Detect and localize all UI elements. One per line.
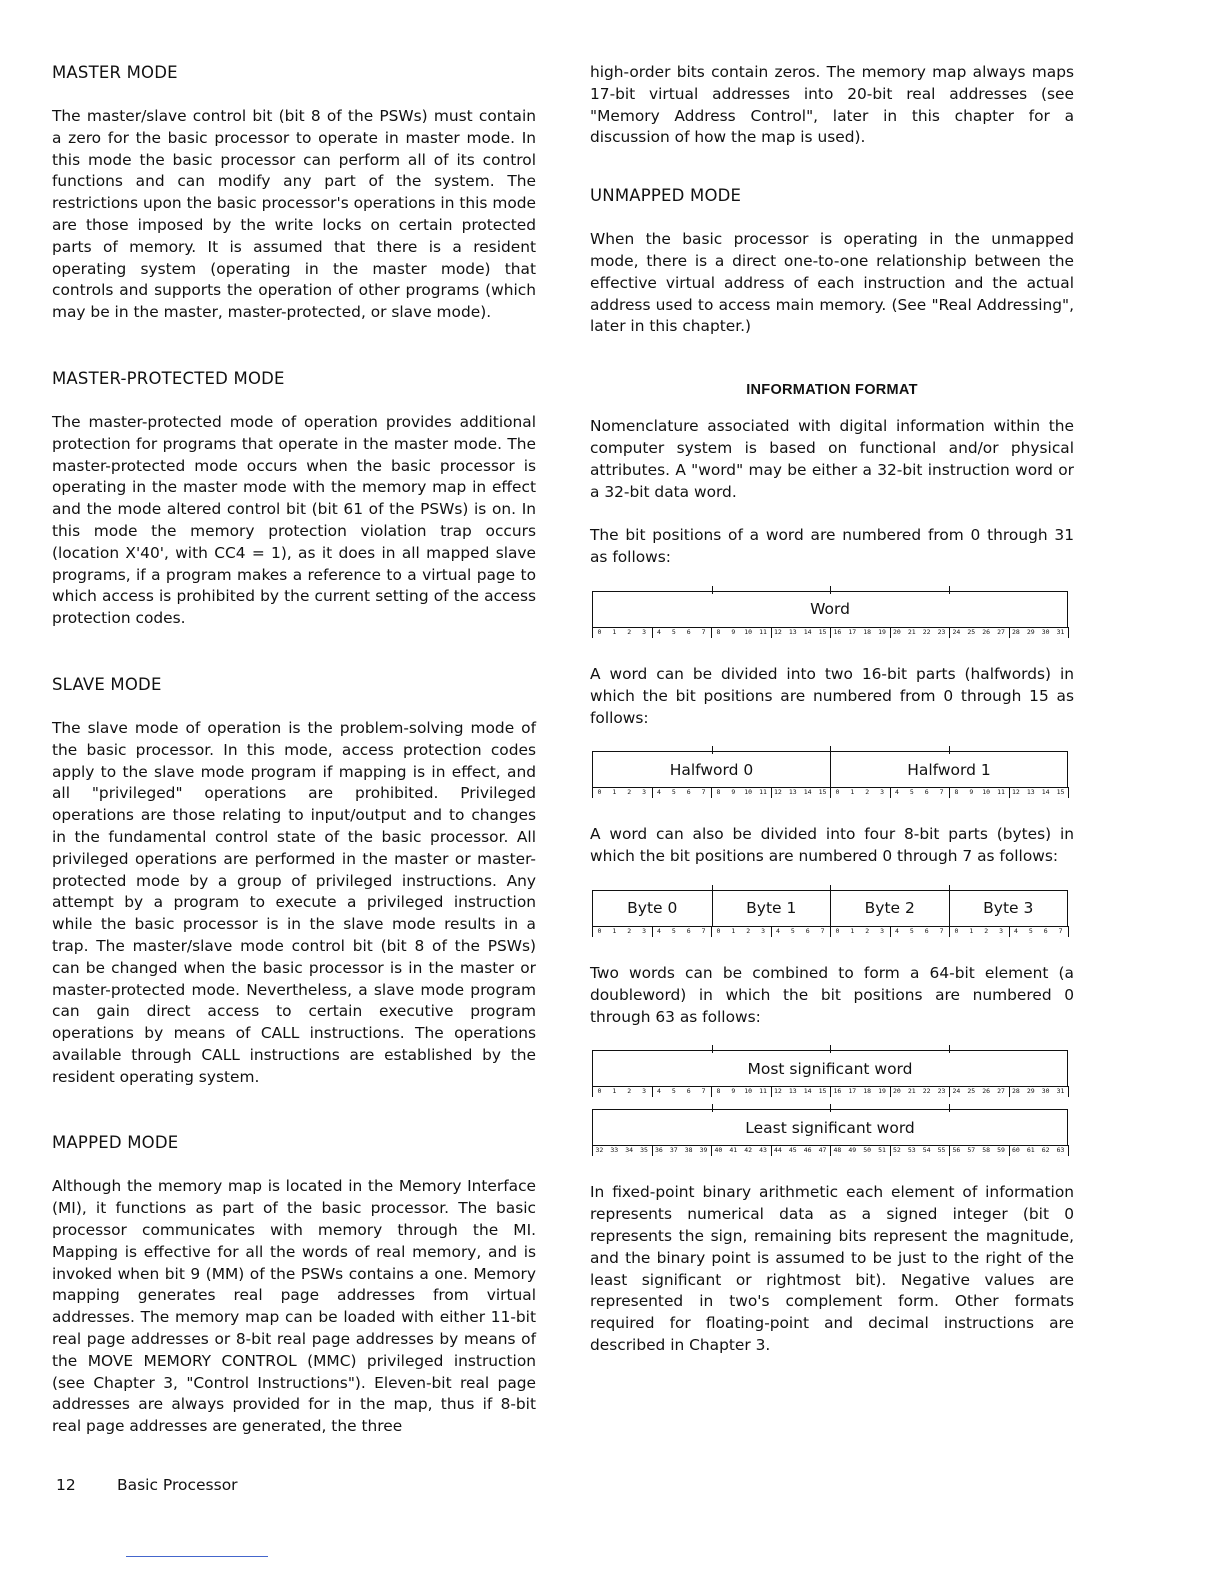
bit-number: 7	[701, 1087, 706, 1096]
bit-number: 19	[878, 1087, 886, 1096]
boundary-tick	[830, 1104, 831, 1112]
bit-number: 27	[997, 627, 1005, 636]
bit-number: 22	[922, 627, 931, 636]
word-bit-scale	[592, 627, 1068, 638]
boundary-tick	[949, 1104, 950, 1112]
bit-number: 12	[1012, 788, 1020, 797]
bit-number: 21	[907, 1087, 916, 1096]
halfword-frame	[592, 751, 1068, 787]
bit-number: 3	[880, 788, 885, 797]
bit-number: 2	[984, 926, 989, 935]
bit-number: 13	[788, 788, 797, 797]
bit-number: 4	[775, 926, 780, 935]
byte-3-cell: Byte 3	[949, 891, 1068, 926]
bit-number: 26	[982, 1087, 991, 1096]
bit-number: 5	[909, 788, 914, 797]
bit-number: 31	[1056, 627, 1065, 636]
bit-group-separator	[592, 1145, 593, 1156]
bit-number: 8	[716, 788, 721, 797]
bit-number: 1	[612, 1087, 617, 1096]
bit-number: 45	[788, 1146, 797, 1155]
boundary-tick	[712, 586, 713, 594]
bit-number: 23	[937, 1087, 946, 1096]
bit-number: 16	[833, 1087, 842, 1096]
bit-number: 11	[997, 788, 1005, 797]
bit-number: 5	[671, 788, 676, 797]
bit-number: 5	[671, 926, 676, 935]
bit-number: 6	[686, 627, 691, 636]
bit-group-separator	[1009, 926, 1010, 937]
bit-number: 40	[714, 1146, 723, 1155]
bit-number: 54	[922, 1146, 931, 1155]
bit-number: 0	[597, 627, 602, 636]
bit-number: 5	[671, 1087, 676, 1096]
bit-number: 6	[924, 788, 929, 797]
bit-group-separator	[592, 1086, 593, 1097]
bit-number: 11	[759, 627, 767, 636]
byte-diagram	[592, 890, 1068, 937]
bit-number: 26	[982, 627, 991, 636]
bit-number: 43	[759, 1146, 767, 1155]
bit-number: 1	[850, 926, 855, 935]
bit-number: 50	[863, 1146, 872, 1155]
bit-group-separator	[890, 1145, 891, 1156]
fixed-point-text: In fixed-point binary arithmetic each element of information represents numerical data as a signed integer (bit 0 represents the sign, remaining bits represent the magnitude, and the binary point is assumed to be just to the right of the least significant or rightmost bit). Negative values are represented in two's complement form. Other formats required for floating-point and decimal instructions are described in Chapter 3.	[590, 1183, 1074, 1354]
bit-number: 52	[893, 1146, 901, 1155]
bit-number: 41	[729, 1146, 738, 1155]
boundary-tick	[830, 746, 831, 754]
unmapped-mode-text: When the basic processor is operating in the unmapped mode, there is a direct one-to-one relationship between the effective virtual address of each instruction and the actual address used to access main memory. (See "Real Addressing", later in this chapter.)	[590, 230, 1074, 336]
bit-group-separator	[1068, 1145, 1069, 1156]
bit-number: 0	[835, 788, 840, 797]
bit-number: 37	[669, 1146, 678, 1155]
bit-group-separator	[711, 1086, 712, 1097]
bit-number: 29	[1026, 1087, 1035, 1096]
bit-number: 62	[1041, 1146, 1050, 1155]
bit-number: 25	[967, 627, 976, 636]
footer-section: Basic Processor	[116, 1476, 238, 1494]
bit-number: 9	[731, 1087, 736, 1096]
bit-group-separator	[652, 1086, 653, 1097]
bit-group-separator	[1009, 1086, 1010, 1097]
word-cell: Word	[810, 600, 850, 619]
slave-mode-heading: SLAVE MODE	[52, 674, 162, 694]
bit-number: 47	[818, 1146, 827, 1155]
bit-number: 38	[684, 1146, 693, 1155]
boundary-tick	[830, 586, 831, 594]
bit-number: 30	[1041, 1087, 1050, 1096]
bit-number: 12	[774, 788, 782, 797]
word-bit-positions-text: The bit positions of a word are numbered from 0 through 31 as follows:	[590, 526, 1074, 567]
bit-group-separator	[652, 926, 653, 937]
bit-group-separator	[1009, 627, 1010, 638]
bit-group-separator	[771, 926, 772, 937]
bit-number: 0	[716, 926, 721, 935]
bit-group-separator	[830, 787, 831, 798]
bit-number: 2	[627, 926, 632, 935]
bit-number: 24	[952, 1087, 961, 1096]
bit-number: 5	[909, 926, 914, 935]
bit-number: 51	[878, 1146, 886, 1155]
bit-number: 6	[686, 788, 691, 797]
bit-number: 15	[818, 1087, 827, 1096]
bit-number: 2	[746, 926, 751, 935]
bit-number: 2	[865, 926, 870, 935]
bit-number: 3	[642, 627, 647, 636]
bit-number: 6	[805, 926, 810, 935]
word-diagram	[592, 591, 1068, 638]
bit-number: 0	[597, 926, 602, 935]
bit-group-separator	[949, 926, 950, 937]
bit-number: 1	[731, 926, 736, 935]
boundary-tick	[712, 1045, 713, 1053]
information-format-heading: INFORMATION FORMAT	[746, 382, 918, 399]
bit-number: 0	[597, 1087, 602, 1096]
right-column	[590, 62, 1074, 1379]
bit-number: 18	[863, 627, 872, 636]
bit-number: 7	[939, 926, 944, 935]
bit-group-separator	[652, 787, 653, 798]
bit-number: 29	[1026, 627, 1035, 636]
bit-number: 53	[907, 1146, 916, 1155]
master-mode-text: The master/slave control bit (bit 8 of the PSWs) must contain a zero for the basic processor to operate in master mode. In this mode the basic processor can perform all of its control functions and can modify any part of the system. The restrictions upon the basic processor's operations in this mode are those imposed by the write locks on certain protected parts of memory. It is assumed that there is a resident operating system (operating in the master mode) that controls and supports the operation of other programs (which may be in the master, master-protected, or slave mode).	[52, 107, 536, 322]
bit-number: 61	[1026, 1146, 1035, 1155]
bit-number: 7	[939, 788, 944, 797]
bit-number: 7	[701, 926, 706, 935]
msw-cell: Most significant word	[747, 1059, 913, 1078]
bit-number: 1	[969, 926, 974, 935]
bit-number: 7	[701, 788, 706, 797]
boundary-tick	[949, 1045, 950, 1053]
bit-number: 36	[655, 1146, 663, 1155]
master-protected-mode-text: The master-protected mode of operation provides additional protection for programs that operate in the master mode. The master-protected mode occurs when the basic processor is operating in the master mode with the memory map in effect and the mode altered control bit (bit 61 of the PSWs) is on. In this mode the memory protection violation trap occurs (location X'40', with CC4 = 1), as it does in all mapped slave programs, if a program makes a reference to a virtual page to which access is prohibited by the current setting of the access protection codes.	[52, 412, 536, 628]
bit-number: 3	[642, 1087, 647, 1096]
boundary-tick	[712, 746, 713, 754]
bit-group-separator	[711, 627, 712, 638]
byte-0-cell: Byte 0	[627, 899, 678, 918]
bit-number: 5	[790, 926, 795, 935]
bit-number: 0	[954, 926, 959, 935]
bit-group-separator	[949, 787, 950, 798]
bit-number: 42	[744, 1146, 753, 1155]
bit-group-separator	[771, 1145, 772, 1156]
bit-number: 20	[893, 1087, 901, 1096]
bit-number: 2	[627, 788, 632, 797]
bit-number: 3	[999, 926, 1004, 935]
bit-number: 6	[686, 1087, 691, 1096]
bit-number: 59	[997, 1146, 1005, 1155]
bit-number: 0	[835, 926, 840, 935]
bit-number: 18	[863, 1087, 872, 1096]
bit-number: 31	[1056, 1087, 1065, 1096]
bit-number: 14	[1041, 788, 1050, 797]
bit-group-separator	[949, 627, 950, 638]
doubleword-text: Two words can be combined to form a 64-bit element (a doubleword) in which the bit positions are numbered 0 through 63 as follows:	[590, 963, 1074, 1026]
boundary-tick	[949, 586, 950, 594]
bit-number: 0	[597, 788, 602, 797]
bit-number: 1	[612, 788, 617, 797]
bit-number: 56	[952, 1146, 961, 1155]
bit-number: 15	[818, 627, 827, 636]
bit-number: 12	[774, 627, 782, 636]
bit-group-separator	[592, 926, 593, 937]
word-frame	[592, 591, 1068, 627]
halfword-1-cell: Halfword 1	[830, 752, 1067, 787]
bit-group-separator	[890, 787, 891, 798]
bit-number: 4	[656, 926, 661, 935]
bit-group-separator	[1068, 1086, 1069, 1097]
bit-group-separator	[771, 787, 772, 798]
lsw-bit-scale	[592, 1145, 1068, 1156]
bit-group-separator	[711, 787, 712, 798]
bit-group-separator	[592, 627, 593, 638]
msw-frame	[592, 1050, 1068, 1086]
bit-number: 33	[610, 1146, 619, 1155]
halfword-diagram	[592, 751, 1068, 798]
mapped-mode-continued-text: high-order bits contain zeros. The memory map always maps 17-bit virtual addresses into 20-bit real addresses (see "Memory Address Control", later in this chapter for a discussion of how the map is used).	[590, 63, 1074, 147]
bit-number: 32	[595, 1146, 604, 1155]
bit-number: 3	[761, 926, 766, 935]
bit-group-separator	[1009, 1145, 1010, 1156]
bit-number: 60	[1012, 1146, 1020, 1155]
bit-number: 10	[982, 788, 991, 797]
bit-number: 4	[894, 926, 899, 935]
bit-number: 20	[893, 627, 901, 636]
halfword-0-cell: Halfword 0	[669, 760, 754, 779]
bit-number: 27	[997, 1087, 1005, 1096]
bit-number: 3	[880, 926, 885, 935]
bit-number: 1	[612, 926, 617, 935]
bit-number: 7	[1058, 926, 1063, 935]
bit-number: 4	[1013, 926, 1018, 935]
boundary-tick	[712, 1104, 713, 1112]
bit-number: 6	[924, 926, 929, 935]
msw-bit-scale	[592, 1086, 1068, 1097]
bit-group-separator	[771, 627, 772, 638]
bit-number: 14	[803, 627, 812, 636]
byte-bit-scale	[592, 926, 1068, 937]
bit-number: 14	[803, 1087, 812, 1096]
bit-number: 8	[954, 788, 959, 797]
bit-number: 11	[759, 1087, 767, 1096]
bit-number: 12	[774, 1087, 782, 1096]
bit-number: 10	[744, 1087, 753, 1096]
bit-number: 21	[907, 627, 916, 636]
bit-group-separator	[890, 1086, 891, 1097]
bit-number: 28	[1012, 1087, 1020, 1096]
bit-group-separator	[652, 627, 653, 638]
bit-number: 49	[848, 1146, 857, 1155]
boundary-tick	[830, 1045, 831, 1053]
bit-number: 3	[642, 926, 647, 935]
byte-frame	[592, 890, 1068, 926]
bit-group-separator	[830, 1145, 831, 1156]
bit-number: 4	[894, 788, 899, 797]
halfword-text: A word can be divided into two 16-bit parts (halfwords) in which the bit positions are numbered from 0 through 15 as follows:	[590, 664, 1074, 727]
bit-number: 4	[656, 788, 661, 797]
bit-number: 39	[699, 1146, 708, 1155]
halfword-bit-scale	[592, 787, 1068, 798]
bit-number: 1	[850, 788, 855, 797]
bit-number: 5	[671, 627, 676, 636]
doubleword-lsw-diagram	[592, 1109, 1068, 1156]
scan-edge-line	[126, 1556, 268, 1557]
bit-group-separator	[652, 1145, 653, 1156]
bit-group-separator	[1009, 787, 1010, 798]
bit-group-separator	[1068, 926, 1069, 937]
bit-number: 22	[922, 1087, 931, 1096]
bit-group-separator	[1068, 787, 1069, 798]
bit-number: 34	[625, 1146, 634, 1155]
byte-2-cell: Byte 2	[830, 891, 949, 926]
bit-group-separator	[771, 1086, 772, 1097]
bit-number: 7	[701, 627, 706, 636]
mapped-mode-text: Although the memory map is located in the Memory Interface (MI), it functions as part of the basic processor. The basic processor communicates with memory through the MI. Mapping is effective for all the words of real memory, and is invoked when bit 9 (MM) of the PSWs contains a one. Memory mapping generates real page addresses from virtual addresses. The memory map can be loaded with either 11-bit real page addresses or 8-bit real page addresses by means of the MOVE MEMORY CONTROL (MMC) privileged instruction (see Chapter 3, "Control Instructions"). Eleven-bit real page addresses are always provided for in the map, thus if 8-bit real page addresses are generated, the three	[52, 1177, 536, 1436]
bit-number: 24	[952, 627, 961, 636]
unmapped-mode-heading: UNMAPPED MODE	[590, 186, 742, 206]
bit-number: 9	[731, 788, 736, 797]
bit-group-separator	[949, 1145, 950, 1156]
byte-1-cell: Byte 1	[712, 891, 831, 926]
master-mode-heading: MASTER MODE	[52, 63, 178, 82]
bit-number: 13	[1026, 788, 1035, 797]
master-protected-mode-heading: MASTER-PROTECTED MODE	[52, 368, 285, 388]
page-number: 12	[56, 1476, 76, 1494]
bit-number: 8	[716, 627, 721, 636]
bit-group-separator	[711, 1145, 712, 1156]
bit-number: 1	[612, 627, 617, 636]
bit-number: 7	[820, 926, 825, 935]
bit-number: 15	[1056, 788, 1065, 797]
bit-number: 9	[731, 627, 736, 636]
bit-number: 2	[627, 627, 632, 636]
bit-group-separator	[711, 926, 712, 937]
bit-number: 16	[833, 627, 842, 636]
bit-number: 57	[967, 1146, 976, 1155]
bit-number: 3	[642, 788, 647, 797]
bit-group-separator	[592, 787, 593, 798]
bit-number: 46	[803, 1146, 812, 1155]
bit-number: 15	[818, 788, 827, 797]
bit-number: 5	[1028, 926, 1033, 935]
bit-number: 23	[937, 627, 946, 636]
bit-number: 63	[1056, 1146, 1065, 1155]
page-footer	[56, 1476, 238, 1494]
bit-number: 55	[937, 1146, 946, 1155]
bit-number: 14	[803, 788, 812, 797]
byte-text: A word can also be divided into four 8-bit parts (bytes) in which the bit positions are numbered 0 through 7 as follows:	[590, 825, 1074, 866]
bit-number: 35	[640, 1146, 648, 1155]
doubleword-msw-diagram	[592, 1050, 1068, 1097]
bit-number: 6	[1043, 926, 1048, 935]
bit-group-separator	[1068, 627, 1069, 638]
information-format-text: Nomenclature associated with digital information within the computer system is based on functional and/or physical attributes. A "word" may be either a 32-bit instruction word or a 32-bit data word.	[590, 417, 1074, 501]
bit-number: 6	[686, 926, 691, 935]
bit-number: 10	[744, 788, 753, 797]
bit-group-separator	[949, 1086, 950, 1097]
bit-number: 19	[878, 627, 886, 636]
bit-number: 25	[967, 1087, 976, 1096]
bit-number: 44	[774, 1146, 782, 1155]
bit-number: 17	[848, 627, 857, 636]
bit-number: 28	[1012, 627, 1020, 636]
boundary-tick	[712, 885, 713, 893]
bit-group-separator	[890, 627, 891, 638]
boundary-tick	[949, 885, 950, 893]
bit-number: 13	[788, 627, 797, 636]
bit-number: 13	[788, 1087, 797, 1096]
bit-number: 30	[1041, 627, 1050, 636]
mapped-mode-heading: MAPPED MODE	[52, 1133, 179, 1153]
bit-number: 4	[656, 1087, 661, 1096]
bit-number: 11	[759, 788, 767, 797]
left-column	[52, 62, 536, 1460]
bit-number: 9	[969, 788, 974, 797]
boundary-tick	[830, 885, 831, 893]
bit-group-separator	[890, 926, 891, 937]
bit-number: 48	[833, 1146, 842, 1155]
boundary-tick	[949, 746, 950, 754]
bit-group-separator	[830, 627, 831, 638]
lsw-frame	[592, 1109, 1068, 1145]
bit-number: 8	[716, 1087, 721, 1096]
bit-group-separator	[830, 926, 831, 937]
bit-number: 17	[848, 1087, 857, 1096]
bit-number: 4	[656, 627, 661, 636]
lsw-cell: Least significant word	[745, 1118, 915, 1137]
bit-number: 2	[865, 788, 870, 797]
bit-group-separator	[830, 1086, 831, 1097]
bit-number: 10	[744, 627, 753, 636]
bit-number: 58	[982, 1146, 991, 1155]
slave-mode-text: The slave mode of operation is the problem-solving mode of the basic processor. In this mode, access protection codes apply to the slave mode program if mapping is in effect, and all "privileged" operations are prohibited. Privileged operations are those relating to input/output and to changes in the fundamental control state of the basic processor. All privileged operations are performed in the master or master-protected mode by a group of privileged instructions. Any attempt by a program to execute a privileged instruction while the basic processor is in the slave mode results in a trap. The master/slave mode control bit (bit 8 of the PSWs) can be changed when the basic processor is in the master or master-protected mode. Nevertheless, a slave mode program can gain direct access to certain executive program operations by means of CALL instructions. The operations available through CALL instructions are established by the resident operating system.	[52, 718, 536, 1086]
bit-number: 2	[627, 1087, 632, 1096]
